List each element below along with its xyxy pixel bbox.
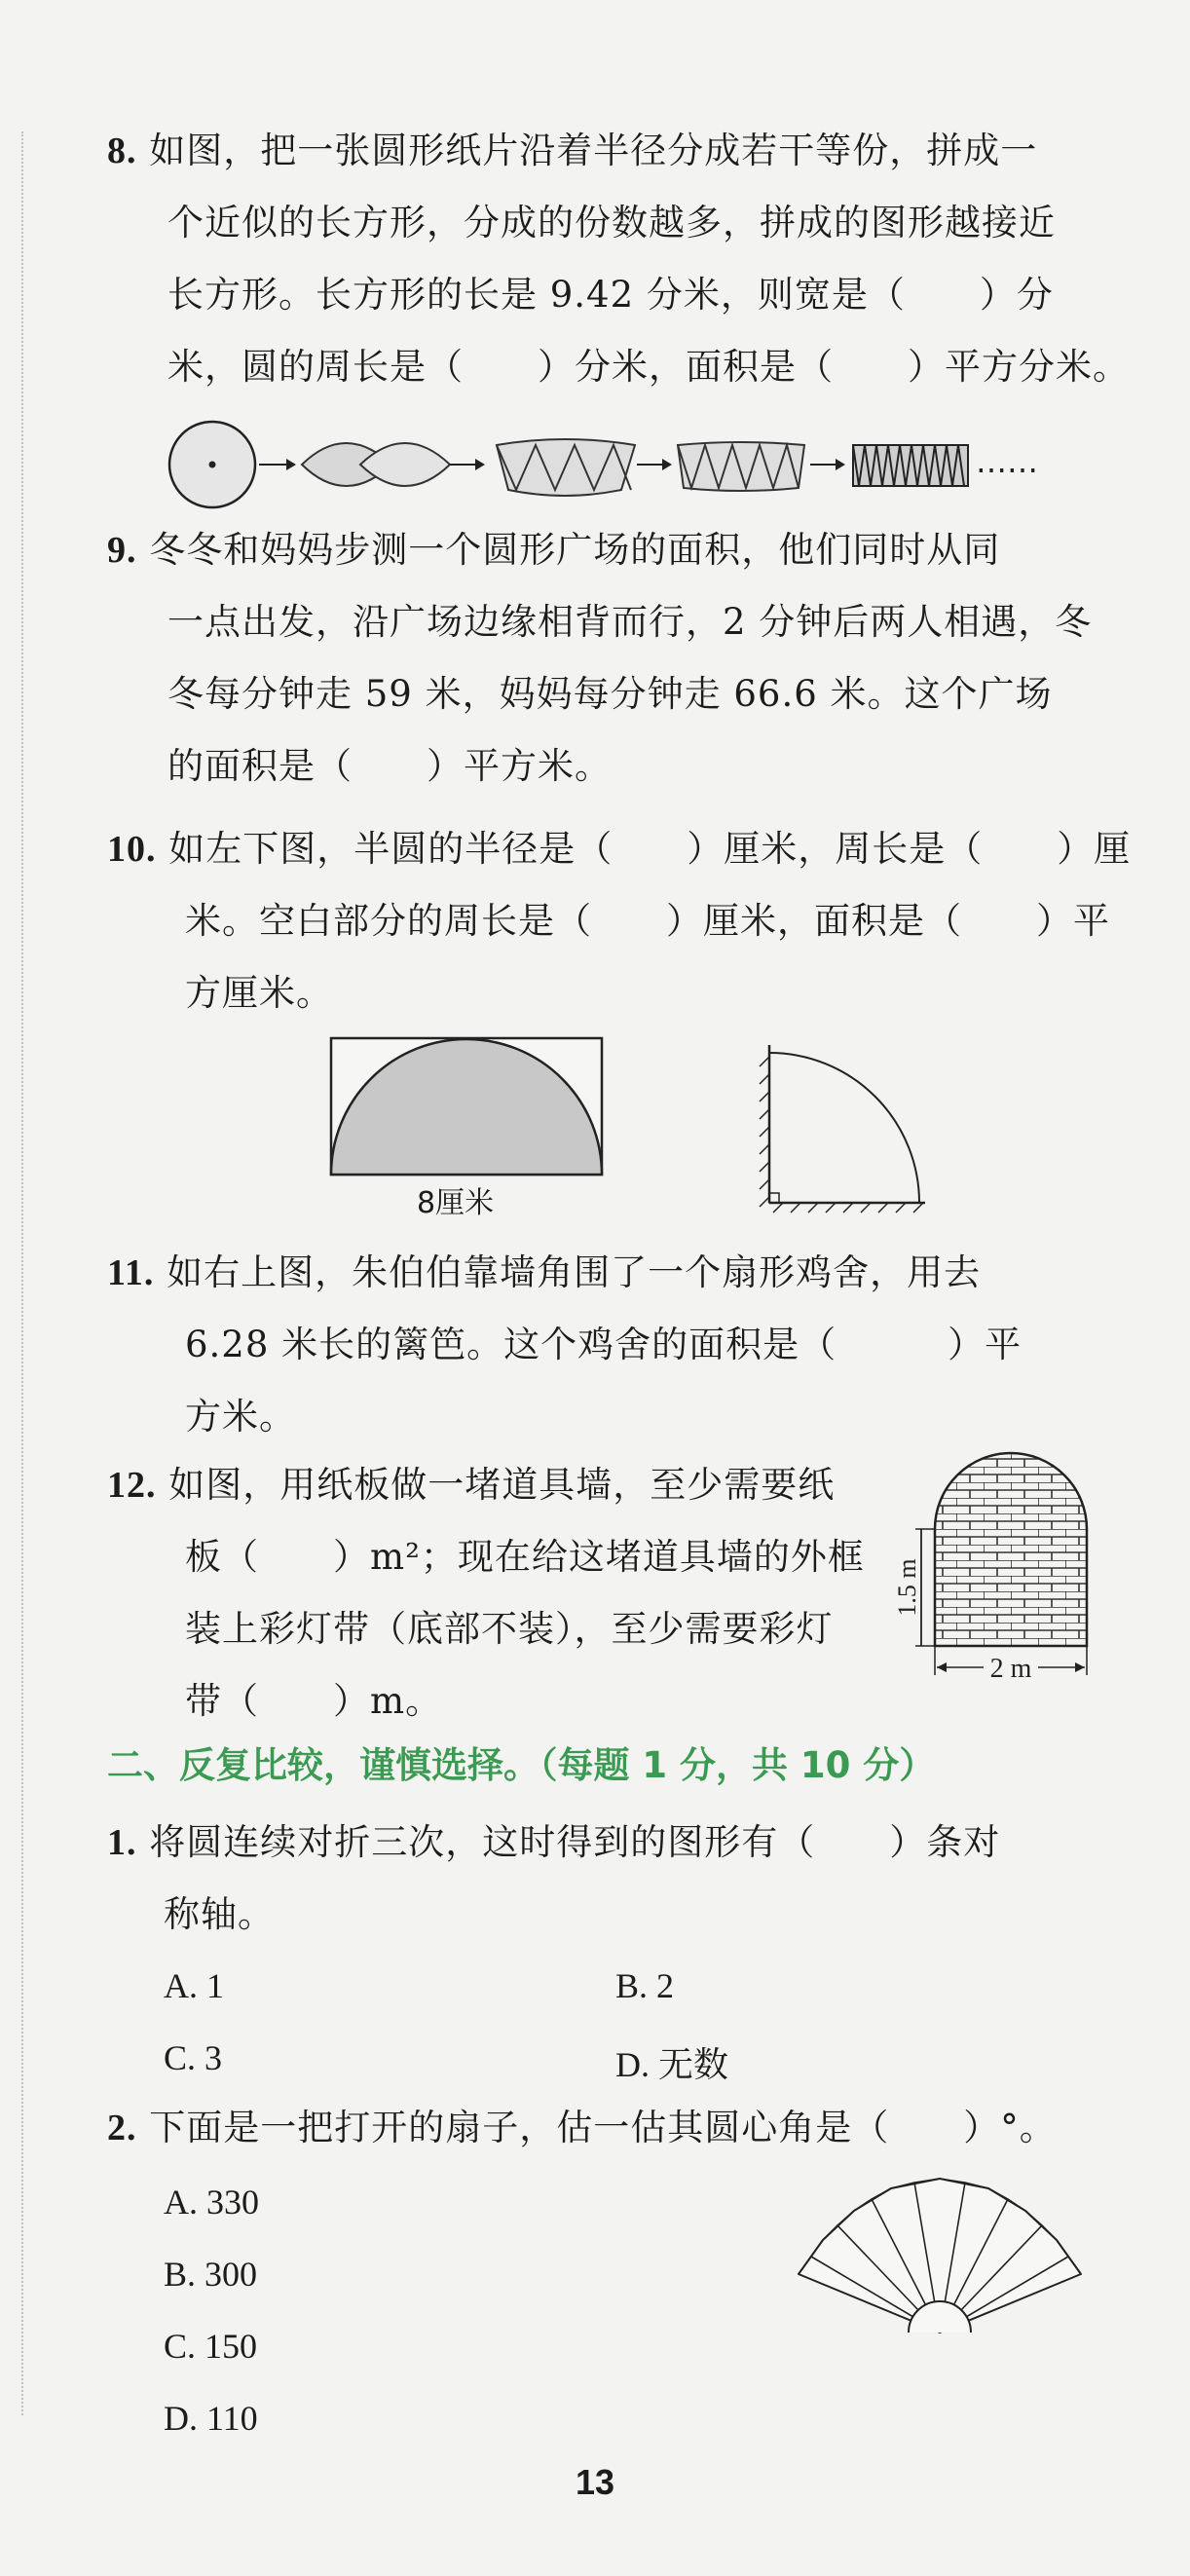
option-d[interactable]: D. 110 <box>164 2399 258 2438</box>
question-text-line: 装上彩灯带（底部不装），至少需要彩灯 <box>185 1608 834 1650</box>
brick-wall-figure <box>874 1451 1089 1685</box>
question-text-line: 冬冬和妈妈步测一个圆形广场的面积，他们同时从同 <box>149 529 1001 571</box>
question-text-line: 称轴。 <box>164 1893 275 1935</box>
question-number: 12. <box>107 1465 157 1506</box>
question-text-line: 如右上图，朱伯伯靠墙角围了一个扇形鸡舍，用去 <box>167 1251 982 1293</box>
open-fan-figure <box>794 2167 1086 2347</box>
option-b[interactable]: B. 300 <box>164 2255 258 2294</box>
question-12 <box>107 1449 835 1521</box>
option-a[interactable]: A. 330 <box>164 2183 259 2221</box>
question-number: 11. <box>107 1252 155 1293</box>
section-2-title <box>107 1736 935 1788</box>
semicircle-width-label: 8厘米 <box>417 1186 495 1220</box>
question-text-line: 个近似的长方形，分成的份数越多，拼成的图形越接近 <box>167 202 1056 243</box>
circle-to-rectangle-figure <box>166 414 1091 516</box>
option-b[interactable]: B. 2 <box>615 1966 675 2005</box>
question-11 <box>107 1237 981 1309</box>
option-d[interactable]: D. 无数 <box>615 2045 728 2084</box>
question-text-line: 米。空白部分的周长是（ ）厘米，面积是（ ）平 <box>185 900 1110 942</box>
question-8-continued <box>167 187 1130 403</box>
question-text-line: 的面积是（ ）平方米。 <box>167 745 612 787</box>
choice-question-1 <box>107 1807 1000 1879</box>
question-10 <box>107 813 1131 885</box>
question-text-line: 长方形。长方形的长是 9.42 分米，则宽是（ ）分 <box>167 274 1054 316</box>
question-12-continued <box>185 1521 865 1737</box>
wall-width-label: 2 m <box>989 1654 1032 1684</box>
question-text-line: 一点出发，沿广场边缘相背而行，2 分钟后两人相遇，冬 <box>167 601 1093 643</box>
sector-coop-figure <box>750 1037 935 1222</box>
question-11-continued <box>185 1309 1022 1453</box>
question-text-line: 带（ ）m。 <box>185 1680 443 1722</box>
section-2-heading: 二、反复比较，谨慎选择。 <box>107 1744 539 1786</box>
question-number: 1. <box>107 1822 137 1863</box>
choice-question-1-continued <box>164 1879 275 1951</box>
question-text-line: 如左下图，半圆的半径是（ ）厘米，周长是（ ）厘 <box>168 828 1132 870</box>
question-text-line: 板（ ）m²；现在给这堵道具墙的外框 <box>185 1536 865 1578</box>
ellipsis-text: …… <box>976 443 1038 480</box>
question-number: 8. <box>107 131 137 171</box>
question-10-continued <box>185 885 1110 1029</box>
question-text-line: 米，圆的周长是（ ）分米，面积是（ ）平方分米。 <box>167 346 1130 388</box>
option-c[interactable]: C. 3 <box>164 2038 223 2077</box>
question-text-line: 如图，用纸板做一堵道具墙，至少需要纸 <box>168 1464 836 1506</box>
page-margin-line <box>21 131 23 2415</box>
question-8 <box>107 115 1037 187</box>
option-a[interactable]: A. 1 <box>164 1966 224 2005</box>
choice-question-2 <box>107 2092 1057 2164</box>
section-2-points: （每题 1 分，共 10 分） <box>539 1744 936 1786</box>
question-text-line: 冬每分钟走 59 米，妈妈每分钟走 66.6 米。这个广场 <box>167 673 1053 715</box>
page-number: 13 <box>575 2462 615 2502</box>
question-9 <box>107 514 1000 586</box>
semicircle-figure <box>326 1032 609 1188</box>
question-number: 9. <box>107 530 137 571</box>
question-9-continued <box>167 586 1092 803</box>
question-text-line: 如图，把一张圆形纸片沿着半径分成若干等份，拼成一 <box>149 130 1038 171</box>
question-text-line: 下面是一把打开的扇子，估一估其圆心角是（ ）°。 <box>149 2107 1057 2148</box>
question-text-line: 将圆连续对折三次，这时得到的图形有（ ）条对 <box>149 1821 1001 1863</box>
question-text-line: 6.28 米长的篱笆。这个鸡舍的面积是（ ）平 <box>185 1324 1023 1365</box>
option-c[interactable]: C. 150 <box>164 2327 258 2366</box>
question-number: 2. <box>107 2108 137 2148</box>
wall-height-label: 1.5 m <box>893 1558 921 1617</box>
question-number: 10. <box>107 829 157 870</box>
question-text-line: 方厘米。 <box>185 972 333 1014</box>
question-text-line: 方米。 <box>185 1396 296 1437</box>
